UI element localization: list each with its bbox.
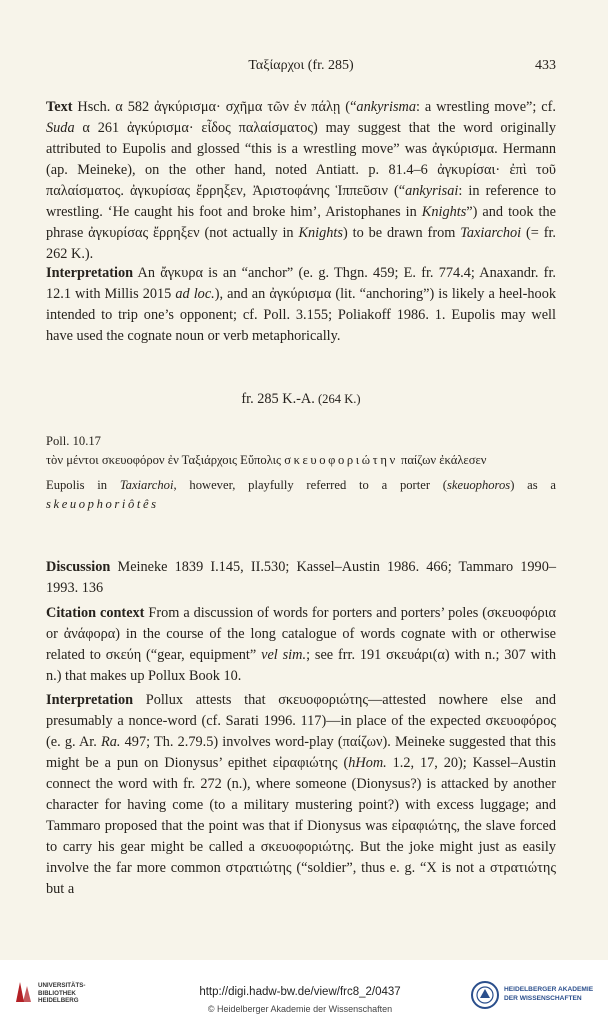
interpretation2-body: 497; Th. 2.79.5) involves word-play (παίζων). Meineke suggested that this might be a pun on Dionysus’ epithet εἰραφιώτης ( xyxy=(46,734,556,771)
text-body: α 261 ἀγκύρισμα· εἶδος παλαίσματος) may suggest that the word originally attributed to Eupolis and glossed “this is a wrestling move” was ἀγκύρισμα. Hermann (ap. Meineke), on the other hand, noted Antiatt. p. 81.4–6 ἀγκυρίσαι· ἐπὶ τοῦ παλαίσματος. ἀγκυρίσας ἔρρηξεν, Ἀριστοφάνης Ἱππεῦσιν (“ xyxy=(46,120,556,199)
academy-logo-line: DER WISSENSCHAFTEN xyxy=(504,994,582,1002)
academy-logo-line: HEIDELBERGER AKADEMIE xyxy=(504,986,594,993)
interpretation2-body: 1.2, 17, 20); Kassel–Austin connect the word with fr. 272 (n.), where someone (Dionysus?) is attacked by another character for having come (to a military mustering point?) with excess luggage; and Tammaro proposed that the point was that if Dionysus was εἰραφιώτης, the slave forced to carry his gear might be called a σκευοφοριώτης. But the joke might just as easily involve the far more common στρατιώτης (“soldier”, thus e. g. “X is not a στρατιώτης but a xyxy=(46,755,556,897)
discussion-body: Meineke 1839 I.145, II.530; Kassel–Austin 1986. 466; Tammaro 1990–1993. 136 xyxy=(46,559,556,596)
greek-text-part: παίζων ἐκάλεσεν xyxy=(397,453,487,467)
section-label-citation: Citation context xyxy=(46,605,145,621)
translation-part: Eupolis in xyxy=(46,478,120,492)
library-logo-line: BIBLIOTHEK xyxy=(38,989,76,997)
fragment-number: fr. 285 K.-A. xyxy=(241,391,315,407)
translation-italic: Taxiarchoi xyxy=(119,478,174,492)
section-label-interpretation: Interpretation xyxy=(46,265,134,281)
citation-body: ; see frr. 191 σκευάρι(α) with n.; 307 with n.) that makes up Pollux Book 10. xyxy=(46,647,556,684)
interpretation-italic: ad loc. xyxy=(175,286,215,302)
section-label-discussion: Discussion xyxy=(46,559,111,575)
permalink-url[interactable]: http://digi.hadw-bw.de/view/frc8_2/0437 xyxy=(199,986,401,998)
source-block xyxy=(46,432,556,514)
interpretation-body: An ἄγκυρα is an “anchor” (e. g. Thgn. 459; E. fr. 774.4; Anaxandr. fr. 12.1 with Millis 2015 xyxy=(46,265,556,302)
discussion-section xyxy=(46,557,556,599)
running-head xyxy=(46,58,556,82)
translation xyxy=(46,476,556,514)
greek-text-part: τὸν μέντοι σκευοφόρον ἐν Ταξιάρχοις Εὔπολις xyxy=(46,453,285,467)
text-section xyxy=(46,97,556,265)
fragment-heading xyxy=(46,389,556,410)
greek-spaced-word: σκευοφοριώτην xyxy=(284,453,398,467)
library-logo-text xyxy=(38,982,108,1005)
page-number: 433 xyxy=(535,58,556,73)
text-body: Hsch. α 582 ἀγκύρισμα· σχῆμα τῶν ἐν πάλῃ (“ xyxy=(72,99,357,115)
interpretation2-italic: Ra. xyxy=(101,734,121,750)
interpretation-body: ), and an ἀγκύρισμα (lit. “anchoring”) is likely a heel-hook intended to trip one’s opponent; cf. Poll. 3.155; Poliakoff 1986. 1. Eupolis may well have used the cognate noun or verb metaphorically. xyxy=(46,286,556,344)
copyright-notice: © Heidelberger Akademie der Wissenschaften xyxy=(207,1004,393,1014)
library-logo-line: UNIVERSITÄTS- xyxy=(38,982,86,989)
citation-body: From a discussion of words for porters and porters’ poles (σκευοφόρια or ἀνάφορα) in the course of the long catalogue of words cognate with or otherwise related to σκεύη (“gear, equipment” xyxy=(46,605,556,663)
academy-seal-icon xyxy=(470,980,500,1010)
translation-part: , however, playfully referred to a porter ( xyxy=(173,478,447,492)
translation-part: ) as a xyxy=(510,478,557,492)
running-title: Ταξίαρχοι (fr. 285) xyxy=(248,58,354,73)
text-body: : a wrestling move”; cf. xyxy=(415,99,556,115)
text-body: ”) and took the phrase ἀγκυρίσας ἔρρηξεν (not actually in xyxy=(46,204,556,241)
section-label-interpretation-2: Interpretation xyxy=(46,692,134,708)
citation-section xyxy=(46,603,556,687)
translation-italic-spaced: skeuophoriôtês xyxy=(46,497,159,511)
library-logo-icon xyxy=(14,980,34,1004)
text-body: : in reference to wrestling. ‘He caught his foot and broke him’, Aristophanes in xyxy=(46,183,556,220)
interpretation2-body: Pollux attests that σκευοφοριώτης—attested nowhere else and presumably a nonce-word (cf. Sarati 1996. 117)—in place of the expected σκευοφόρος (e. g. Ar. xyxy=(46,692,556,750)
library-logo-line: HEIDELBERG xyxy=(38,997,79,1004)
greek-text xyxy=(46,451,556,470)
fragment-alt-number: (264 K.) xyxy=(314,392,361,406)
text-body-italic: Suda xyxy=(46,120,75,136)
interpretation2-italic: hHom. xyxy=(348,755,387,771)
translation-italic: skeuophoros xyxy=(446,478,511,492)
citation-italic: vel sim. xyxy=(261,647,307,663)
section-label-text: Text xyxy=(46,99,73,115)
footer-bar xyxy=(0,960,608,1019)
text-body: ) to be drawn from xyxy=(342,225,461,241)
text-body-italic: Knights xyxy=(421,204,467,220)
text-body-italic: ankyrisma xyxy=(356,99,416,115)
interpretation-section-1 xyxy=(46,263,556,347)
academy-logo-text xyxy=(504,986,604,1003)
text-body-italic: ankyrisai xyxy=(405,183,459,199)
interpretation-section-2 xyxy=(46,690,556,900)
source-reference: Poll. 10.17 xyxy=(46,434,101,448)
text-body-italic: Taxiarchoi xyxy=(460,225,522,241)
text-body-italic: Knights xyxy=(298,225,343,241)
text-body: (= fr. 262 K.). xyxy=(46,225,556,262)
